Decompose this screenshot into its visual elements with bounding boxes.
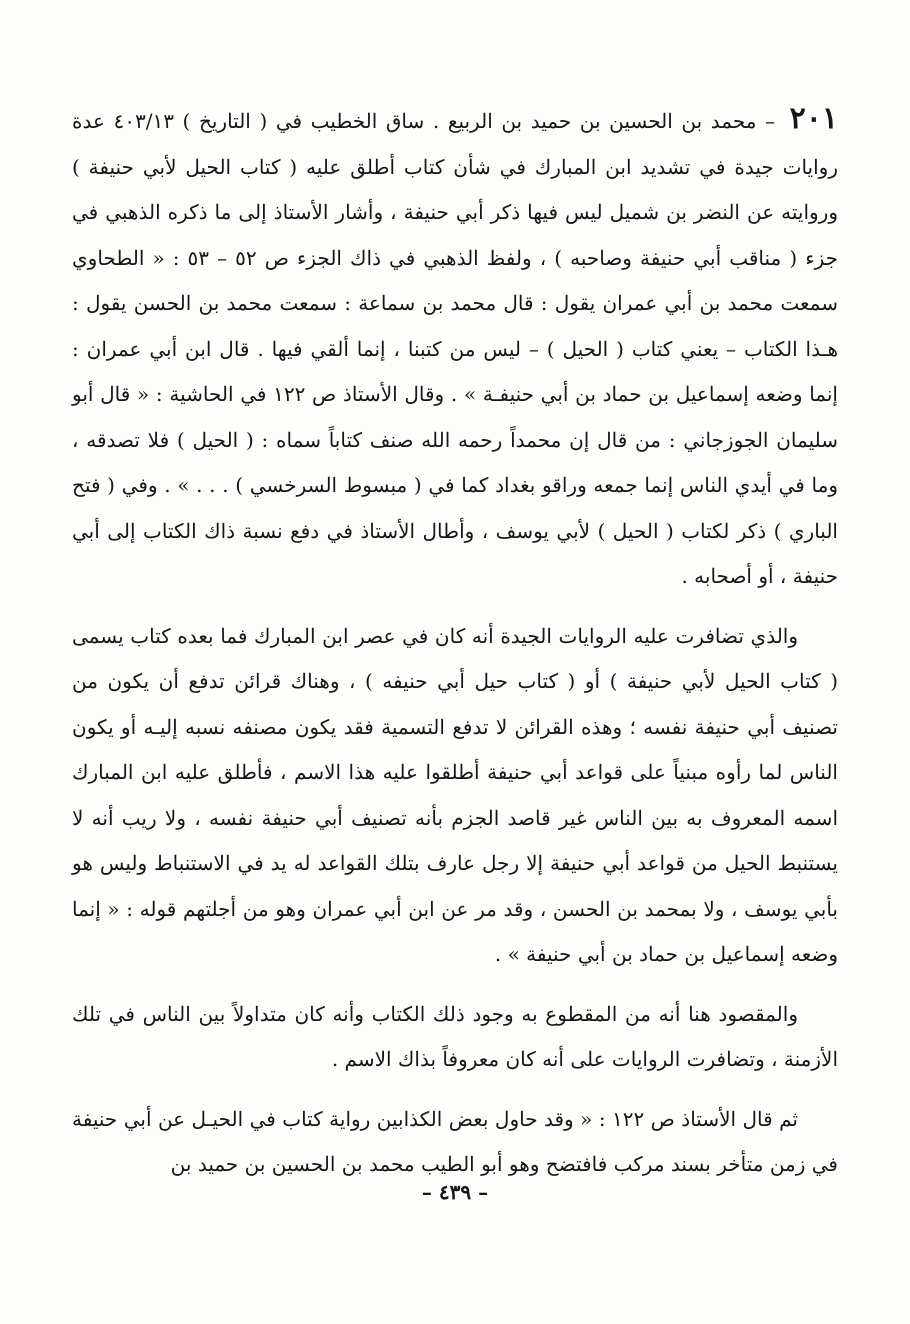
entry-paragraph (72, 96, 838, 600)
page-number: – ٤٣٩ – (421, 1180, 489, 1204)
entry-number: ٢٠١ (789, 101, 838, 136)
paragraph-2: والذي تضافرت عليه الروايات الجيدة أنه كان في عصر ابن المبارك فما بعده كتاب يسمى ( كتاب الحيل لأبي حنيفة ) أو ( كتاب حيل أبي حنيفه ) ، وهناك قرائن تدفع أن يكون من تصنيف أبي حنيفة نفسه ؛ وهذه القرائن لا تدفع التسمية فقد يكون مصنفه نسبه إليـه أو يكون الناس لما رأوه مبنياً على قواعد أبي حنيفة أطلقوا عليه هذا الاسم ، فأطلق عليه ابن المبارك اسمه المعروف به بين الناس غير قاصد الجزم بأنه تصنيف أبي حنيفة نفسه ، ولا ريب أنه لا يستنبط الحيل من قواعد أبي حنيفة إلا رجل عارف بتلك القواعد له يد في الاستنباط وليس هو بأبي يوسف ، ولا بمحمد بن الحسن ، وقد مر عن ابن أبي عمران وهو من أجلتهم قوله : « إنما وضعه إسماعيل بن حماد بن أبي حنيفة » . (72, 623, 838, 966)
paragraph-4: ثم قال الأستاذ ص ١٢٢ : « وقد حاول بعض الكذابين رواية كتاب في الحيـل عن أبي حنيفة في زمن متأخر بسند مركب فافتضح وهو أبو الطيب محمد بن الحسين بن حميد بن (72, 1106, 838, 1176)
paragraph-1: محمد بن الحسين بن حميد بن الربيع . ساق الخطيب في ( التاريخ ) ٤٠٣/١٣ عدة روايات جيدة في تشديد ابن المبارك في شأن كتاب أطلق عليه ( كتاب الحيل لأبي حنيفة ) وروايته عن النضر بن شميل ليس فيها ذكر أبي حنيفة ، وأشار الأستاذ إلى ما ذكره الذهبي في جزء ( مناقب أبي حنيفة وصاحبه ) ، ولفظ الذهبي في ذاك الجزء ص ٥٢ – ٥٣ : « الطحاوي سمعت محمد بن أبي عمران يقول : قال محمد بن سماعة : سمعت محمد بن الحسن يقول : هـذا الكتاب – يعني كتاب ( الحيل ) – ليس من كتبنا ، إنما ألقي فيها . قال ابن أبي عمران : إنما وضعه إسماعيل بن حماد بن أبي حنيفـة » . وقال الأستاذ ص ١٢٢ في الحاشية : « قال أبو سليمان الجوزجاني : من قال إن محمداً رحمه الله صنف كتاباً سماه : ( الحيل ) فلا تصدقه ، وما في أيدي الناس إنما جمعه وراقو بغداد كما في ( مبسوط السرخسي ) . . . » . وفي ( فتح الباري ) ذكر لكتاب ( الحيل ) لأبي يوسف ، وأطال الأستاذ في دفع نسبة ذاك الكتاب إلى أبي حنيفة ، أو أصحابه . (72, 109, 838, 588)
paragraph-3: والمقصود هنا أنه من المقطوع به وجود ذلك الكتاب وأنه كان متداولاً بين الناس في تلك الأزمنة ، وتضافرت الروايات على أنه كان معروفاً بذاك الاسم . (72, 1001, 838, 1071)
body-text (72, 96, 838, 1188)
entry-dash: – (765, 109, 776, 133)
